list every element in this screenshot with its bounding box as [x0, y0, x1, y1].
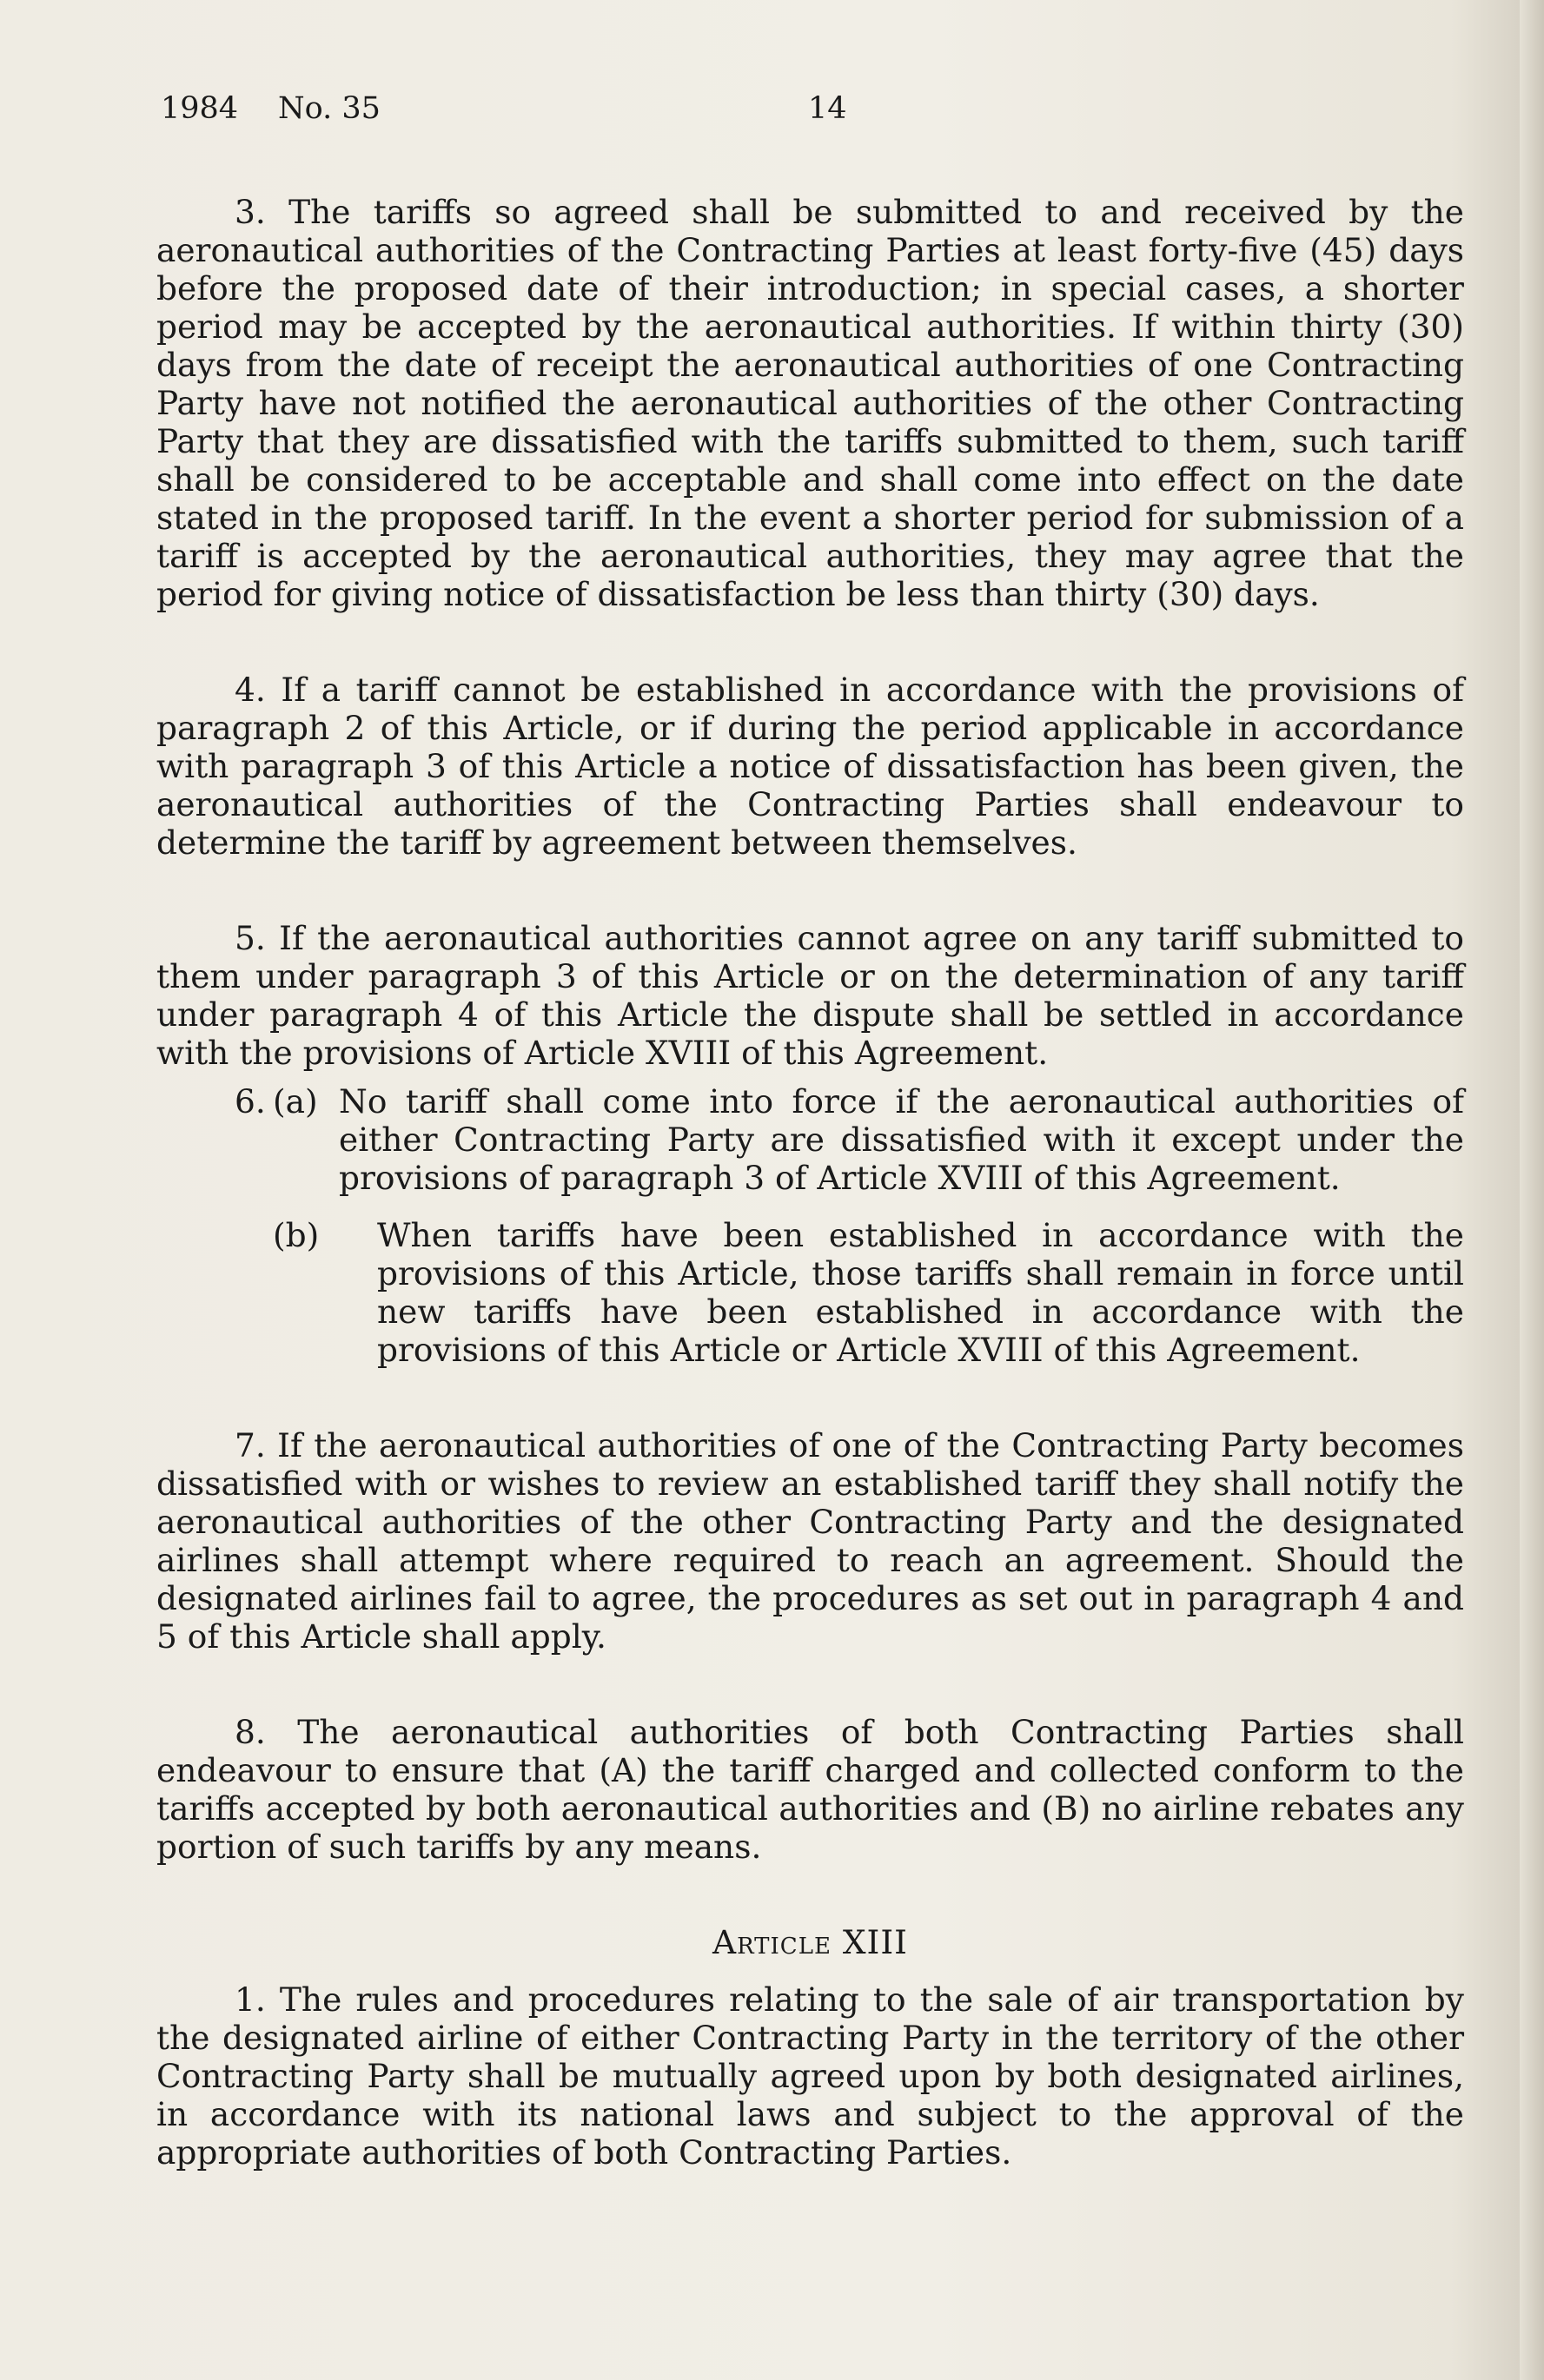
article-paragraph-1: 1. The rules and procedures relating to the sale of air transportation by the designated airline of either Contracting Party in the territory of the other Contracting Party shall be mutually agreed upon by both designated airlines, in accordance with its national laws and subject to the approval of the appropriate authorities of both Contracting Parties.: [156, 1980, 1464, 2172]
paragraph-6b: [156, 1216, 1464, 1369]
page-header: [161, 87, 1464, 130]
paragraph-6-number: 6.: [235, 1082, 266, 1121]
header-year: 1984: [161, 91, 239, 126]
paragraph-6b-label: (b): [273, 1216, 320, 1254]
paragraph-6a-letter: (a): [273, 1082, 318, 1121]
paragraph-6a-text: No tariff shall come into force if the aeronautical authorities of either Contracting Party are dissatisfied with it except under the provisions of paragraph 3 of Article XVIII of this Agreement.: [339, 1082, 1464, 1197]
header-number: No. 35: [278, 91, 381, 126]
page-spine-shadow: [1520, 0, 1544, 2380]
paragraph-4: 4. If a tariff cannot be established in accordance with the provisions of paragraph 2 of this Article, or if during the period applicable in accordance with paragraph 3 of this Article a notice of dissatisfaction has been given, the aeronautical authorities of the Contracting Parties shall endeavour to determine the tariff by agreement between themselves.: [156, 671, 1464, 862]
page-number: 14: [808, 91, 847, 126]
paragraph-5: 5. If the aeronautical authorities cannot agree on any tariff submitted to them under paragraph 3 of this Article or on the determination of any tariff under paragraph 4 of this Article the dispute shall be settled in accordance with the provisions of Article XVIII of this Agreement.: [156, 919, 1464, 1072]
paragraph-6a-label: [156, 1082, 339, 1197]
paragraph-3: 3. The tariffs so agreed shall be submitted to and received by the aeronautical authorities of the Contracting Parties at least forty-five (45) days before the proposed date of their introduction; in special cases, a shorter period may be accepted by the aeronautical authorities. If within thirty (30) days from the date of receipt the aeronautical authorities of one Contracting Party have not notified the aeronautical authorities of the other Contracting Party that they are dissatisfied with the tariffs submitted to them, such tariff shall be considered to be acceptable and shall come into effect on the date stated in the proposed tariff. In the event a shorter period for submission of a tariff is accepted by the aeronautical authorities, they may agree that the period for giving notice of dissatisfaction be less than thirty (30) days.: [156, 193, 1464, 613]
paragraph-8: 8. The aeronautical authorities of both Contracting Parties shall endeavour to ensure that (A) the tariff charged and collected conform to the tariffs accepted by both aeronautical authorities and (B) no airline rebates any portion of such tariffs by any means.: [156, 1713, 1464, 1866]
paragraph-6a: [156, 1082, 1464, 1197]
article-heading: Article XIII: [712, 1923, 908, 1961]
document-body: [156, 193, 1464, 2172]
paragraph-6b-text: When tariffs have been established in accordance with the provisions of this Article, those tariffs shall remain in force until new tariffs have been established in accordance with the provisions of this Article or Article XVIII of this Agreement.: [377, 1216, 1464, 1369]
paragraph-7: 7. If the aeronautical authorities of one of the Contracting Party becomes dissatisfied with or wishes to review an established tariff they shall notify the aeronautical authorities of the other Contracting Party and the designated airlines shall attempt where required to reach an agreement. Should the designated airlines fail to agree, the procedures as set out in paragraph 4 and 5 of this Article shall apply.: [156, 1426, 1464, 1656]
